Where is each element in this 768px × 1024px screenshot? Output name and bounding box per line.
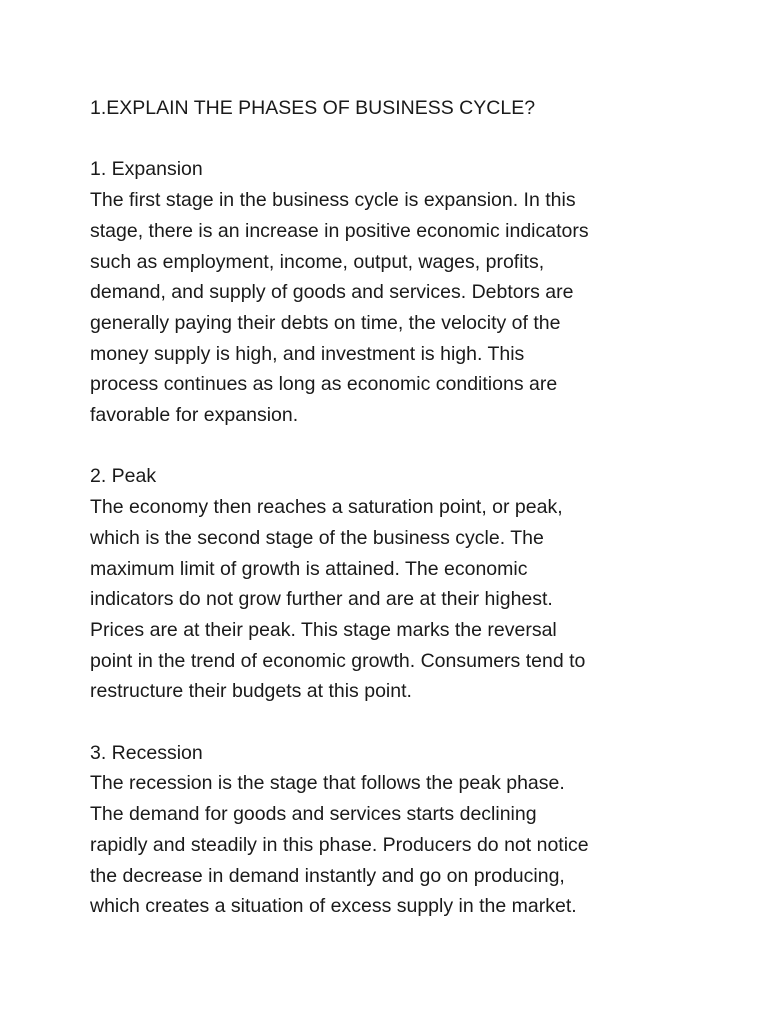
paragraph-line: rapidly and steadily in this phase. Producers do not notice (90, 833, 589, 856)
section-expansion (90, 154, 680, 430)
paragraph-line: favorable for expansion. (90, 404, 299, 427)
paragraph-line: which is the second stage of the business cycle. The (90, 526, 544, 549)
paragraph-line: money supply is high, and investment is high. This (90, 342, 525, 365)
section-paragraph (90, 185, 680, 431)
paragraph-line: such as employment, income, output, wages, profits, (90, 250, 545, 273)
paragraph-line: generally paying their debts on time, the velocity of the (90, 311, 561, 334)
paragraph-line: process continues as long as economic conditions are (90, 373, 558, 396)
document-title: 1.EXPLAIN THE PHASES OF BUSINESS CYCLE? (90, 97, 536, 119)
section-paragraph (90, 492, 680, 707)
paragraph-line: The demand for goods and services starts declining (90, 803, 537, 826)
paragraph-line: Prices are at their peak. This stage marks the reversal (90, 618, 557, 641)
paragraph-line: The first stage in the business cycle is expansion. In this (90, 189, 576, 212)
paragraph-line: indicators do not grow further and are at their highest. (90, 588, 553, 611)
paragraph-line: The recession is the stage that follows the peak phase. (90, 772, 565, 795)
section-recession (90, 738, 680, 922)
section-paragraph (90, 768, 680, 922)
section-heading: 2. Peak (90, 465, 157, 488)
paragraph-line: the decrease in demand instantly and go on producing, (90, 864, 565, 887)
paragraph-line: which creates a situation of excess supply in the market. (90, 895, 577, 918)
section-heading: 1. Expansion (90, 158, 203, 181)
section-peak (90, 461, 680, 707)
paragraph-line: maximum limit of growth is attained. The economic (90, 557, 528, 580)
paragraph-line: restructure their budgets at this point. (90, 680, 412, 703)
section-heading: 3. Recession (90, 741, 203, 764)
paragraph-line: stage, there is an increase in positive economic indicators (90, 219, 589, 242)
paragraph-line: point in the trend of economic growth. Consumers tend to (90, 649, 586, 672)
paragraph-line: The economy then reaches a saturation point, or peak, (90, 496, 563, 519)
paragraph-line: demand, and supply of goods and services. Debtors are (90, 281, 574, 304)
document-body (90, 93, 680, 953)
